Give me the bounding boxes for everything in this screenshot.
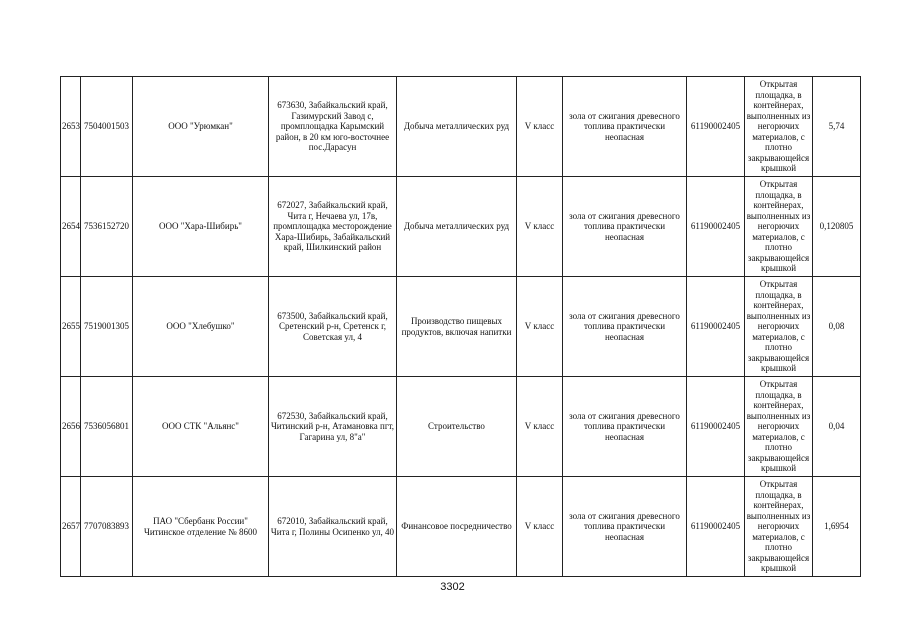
waste-name-cell: зола от сжигания древесного топлива практически неопасная: [563, 177, 687, 277]
page-number: 3302: [440, 581, 465, 593]
waste-name-cell: зола от сжигания древесного топлива практически неопасная: [563, 77, 687, 177]
table-row: [61, 277, 861, 377]
table-row: [61, 177, 861, 277]
waste-code-cell: 61190002405: [687, 377, 745, 477]
storage-cell: Открытая площадка, в контейнерах, выполненных из негорючих материалов, с плотно закрывающейся крышкой: [745, 477, 813, 577]
amount-cell: 5,74: [813, 77, 861, 177]
address-cell: 672530, Забайкальский край, Читинский р-н, Атамановка пгт, Гагарина ул, 8"а": [269, 377, 397, 477]
row-number: 2653: [61, 77, 81, 177]
storage-cell: Открытая площадка, в контейнерах, выполненных из негорючих материалов, с плотно закрывающейся крышкой: [745, 277, 813, 377]
inn-cell: 7536152720: [81, 177, 133, 277]
organization-cell: ООО "Хлебушко": [133, 277, 269, 377]
storage-cell: Открытая площадка, в контейнерах, выполненных из негорючих материалов, с плотно закрывающейся крышкой: [745, 377, 813, 477]
inn-cell: 7519001305: [81, 277, 133, 377]
waste-code-cell: 61190002405: [687, 477, 745, 577]
row-number: 2657: [61, 477, 81, 577]
inn-cell: 7707083893: [81, 477, 133, 577]
hazard-class-cell: V класс: [517, 377, 563, 477]
waste-code-cell: 61190002405: [687, 177, 745, 277]
waste-name-cell: зола от сжигания древесного топлива практически неопасная: [563, 377, 687, 477]
storage-cell: Открытая площадка, в контейнерах, выполненных из негорючих материалов, с плотно закрывающейся крышкой: [745, 77, 813, 177]
activity-cell: Добыча металлических руд: [397, 177, 517, 277]
address-cell: 673630, Забайкальский край, Газимурский Завод с, промплощадка Карымский район, в 20 км юго-восточнее пос.Дарасун: [269, 77, 397, 177]
waste-code-cell: 61190002405: [687, 77, 745, 177]
hazard-class-cell: V класс: [517, 77, 563, 177]
table-row: [61, 377, 861, 477]
table-row: [61, 477, 861, 577]
address-cell: 673500, Забайкальский край, Сретенский р-н, Сретенск г, Советская ул, 4: [269, 277, 397, 377]
row-number: 2654: [61, 177, 81, 277]
inn-cell: 7504001503: [81, 77, 133, 177]
storage-cell: Открытая площадка, в контейнерах, выполненных из негорючих материалов, с плотно закрывающейся крышкой: [745, 177, 813, 277]
organization-cell: ООО "Хара-Шибирь": [133, 177, 269, 277]
amount-cell: 0,120805: [813, 177, 861, 277]
hazard-class-cell: V класс: [517, 177, 563, 277]
waste-name-cell: зола от сжигания древесного топлива практически неопасная: [563, 277, 687, 377]
address-cell: 672010, Забайкальский край, Чита г, Полины Осипенко ул, 40: [269, 477, 397, 577]
organization-cell: ПАО "Сбербанк России" Читинское отделение № 8600: [133, 477, 269, 577]
table-row: [61, 77, 861, 177]
waste-name-cell: зола от сжигания древесного топлива практически неопасная: [563, 477, 687, 577]
row-number: 2656: [61, 377, 81, 477]
activity-cell: Добыча металлических руд: [397, 77, 517, 177]
amount-cell: 0,04: [813, 377, 861, 477]
hazard-class-cell: V класс: [517, 477, 563, 577]
row-number: 2655: [61, 277, 81, 377]
activity-cell: Производство пищевых продуктов, включая напитки: [397, 277, 517, 377]
amount-cell: 1,6954: [813, 477, 861, 577]
activity-cell: Финансовое посредничество: [397, 477, 517, 577]
organization-cell: ООО "Урюмкан": [133, 77, 269, 177]
activity-cell: Строительство: [397, 377, 517, 477]
waste-registry-table: [60, 76, 861, 577]
hazard-class-cell: V класс: [517, 277, 563, 377]
inn-cell: 7536056801: [81, 377, 133, 477]
waste-code-cell: 61190002405: [687, 277, 745, 377]
address-cell: 672027, Забайкальский край, Чита г, Нечаева ул, 17в, промплощадка месторождение Хара-Шибирь, Забайкальский край, Шилкинский район: [269, 177, 397, 277]
organization-cell: ООО СТК "Альянс": [133, 377, 269, 477]
amount-cell: 0,08: [813, 277, 861, 377]
